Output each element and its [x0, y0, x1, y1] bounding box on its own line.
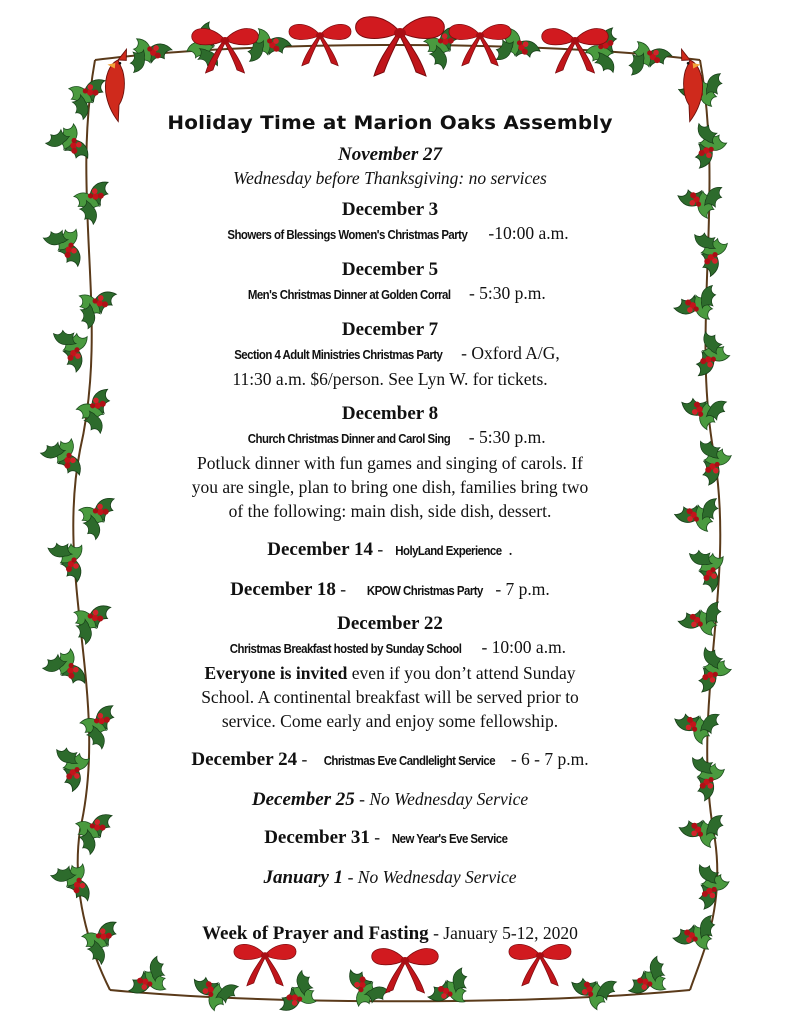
- entry-line: [140, 865, 640, 889]
- event-name: Section 4 Adult Ministries Christmas Party: [234, 347, 443, 362]
- entry-date: December 24: [191, 749, 298, 770]
- entry-dec31: [140, 825, 640, 851]
- entry-desc-2: you are single, plan to bring one dish, families bring two: [191, 477, 589, 497]
- entry-dec22: [140, 613, 640, 733]
- separator: -: [369, 827, 385, 847]
- entry-dec14: [140, 537, 640, 563]
- entry-desc-3: of the following: main dish, side dish, dessert.: [228, 501, 552, 521]
- event-time: -10:00 a.m.: [484, 223, 569, 243]
- entry-desc-1: [140, 661, 640, 685]
- prayer-title: Week of Prayer and Fasting: [202, 923, 429, 944]
- entry-date: January 1: [263, 867, 344, 888]
- event-name: KPOW Christmas Party: [367, 583, 484, 598]
- entry-dec5: [140, 259, 640, 307]
- event-time: - 5:30 p.m.: [464, 283, 546, 303]
- event-name: New Year's Eve Service: [392, 831, 508, 846]
- entry-dec25: [140, 787, 640, 811]
- event-location: - Oxford A/G,: [456, 343, 560, 363]
- entry-desc-2: School. A continental breakfast will be served prior to: [201, 687, 579, 707]
- entry-date: November 27: [338, 144, 442, 165]
- entry-desc-1: Potluck dinner with fun games and singing of carols. If: [197, 453, 583, 473]
- entry-line: [140, 425, 640, 451]
- entry-dec3: [140, 199, 640, 247]
- event-time: - 6 - 7 p.m.: [506, 749, 589, 769]
- separator: -: [335, 579, 360, 599]
- entry-desc-3: service. Come early and enjoy some fellowship.: [221, 711, 559, 731]
- event-name: HolyLand Experience: [394, 543, 502, 558]
- event-name: Men's Christmas Dinner at Golden Corral: [248, 287, 451, 302]
- separator: -: [372, 539, 388, 559]
- entry-date: December 14: [267, 539, 373, 560]
- entry-line: [140, 787, 640, 811]
- entry-line: [140, 921, 640, 945]
- separator: -: [297, 749, 312, 769]
- entry-text: - No Wednesday Service: [354, 789, 529, 809]
- entry-date: December 25: [251, 789, 355, 810]
- entry-nov27: [140, 144, 640, 190]
- entry-line: [140, 747, 640, 773]
- page-title: Holiday Time at Marion Oaks Assembly: [167, 112, 613, 134]
- event-time: - 7 p.m.: [490, 579, 550, 599]
- entry-line: [140, 537, 640, 563]
- flyer-content: [140, 112, 640, 945]
- entry-dec18: [140, 577, 640, 603]
- entry-text: Wednesday before Thanksgiving: no services: [233, 168, 547, 188]
- event-time: - 5:30 p.m.: [464, 427, 546, 447]
- entry-jan1: [140, 865, 640, 889]
- entry-date: December 18: [230, 579, 336, 600]
- event-after: .: [508, 539, 513, 559]
- event-name: Christmas Breakfast hosted by Sunday School: [229, 641, 462, 656]
- entry-dec8: [140, 403, 640, 523]
- invite-text: even if you don’t attend Sunday: [347, 663, 576, 683]
- entry-dec24: [140, 747, 640, 773]
- event-name: Showers of Blessings Women's Christmas Party: [227, 227, 468, 242]
- entry-prayer: [140, 921, 640, 945]
- entry-text: - No Wednesday Service: [343, 867, 517, 887]
- entry-date: December 3: [341, 199, 439, 220]
- invite-emphasis: Everyone is invited: [204, 663, 348, 683]
- entry-date: December 31: [264, 827, 370, 848]
- event-name: Christmas Eve Candlelight Service: [323, 753, 495, 768]
- entry-dec7: [140, 319, 640, 391]
- entry-line: [140, 825, 640, 851]
- prayer-dates: - January 5-12, 2020: [428, 923, 578, 943]
- entry-line-2: 11:30 a.m. $6/person. See Lyn W. for tickets.: [232, 369, 548, 389]
- entry-date: December 22: [337, 613, 443, 634]
- event-time: - 10:00 a.m.: [477, 637, 567, 657]
- event-name: Church Christmas Dinner and Carol Sing: [248, 431, 451, 446]
- entry-line: [140, 281, 640, 307]
- entry-date: December 7: [341, 319, 439, 340]
- entry-date: December 8: [341, 403, 439, 424]
- entry-line: [140, 635, 640, 661]
- entry-line: [140, 221, 640, 247]
- entry-date: December 5: [341, 259, 439, 280]
- entry-line: [140, 577, 640, 603]
- entry-line: [140, 341, 640, 367]
